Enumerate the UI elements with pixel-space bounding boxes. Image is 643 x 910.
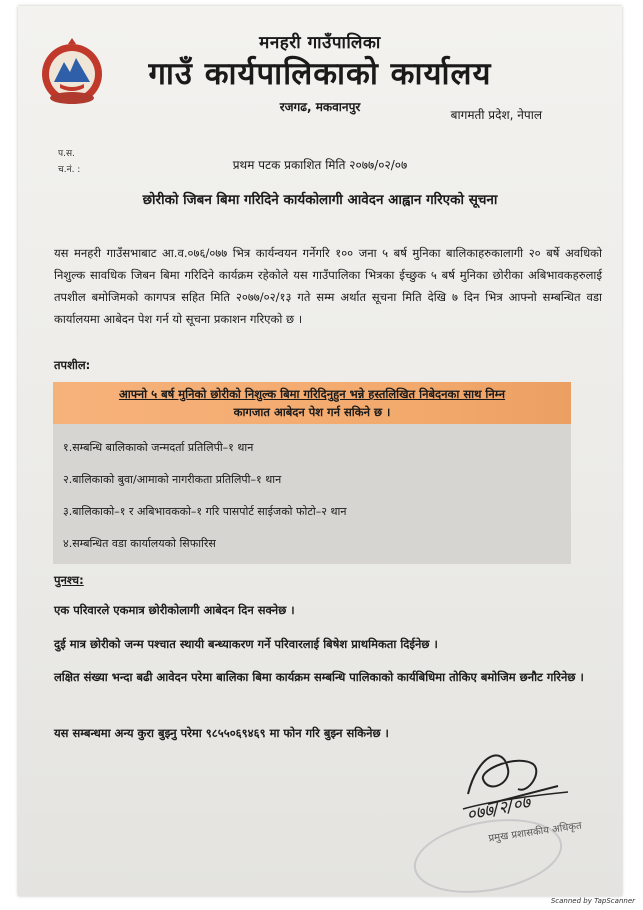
punashcha-label: पुनश्च: — [54, 573, 84, 587]
document-page — [18, 6, 622, 896]
note-1: एक परिवारले एकमात्र छोरीकोलागी आबेदन दिन सक्नेछ । — [54, 603, 295, 617]
office-address: रजगढ, मकवानपुर — [279, 100, 361, 114]
first-published-date: प्रथम पटक प्रकाशित मिति २०७७/०२/०७ — [232, 158, 408, 172]
tapashil-label: तपशील: — [54, 358, 91, 372]
list-item: १.सम्बन्धि बालिकाको जन्मदर्ता प्रतिलिपी–१ थान — [63, 441, 254, 454]
office-name: मनहरी गाउँपालिका — [259, 33, 381, 53]
list-item: ३.बालिकाको–१ र अबिभावकको–१ गरि पासपोर्ट साईजको फोटो–२ थान — [63, 505, 347, 518]
office-title: गाउँ कार्यपालिकाको कार्यालय — [148, 56, 492, 92]
ps-label: प.स. — [58, 149, 75, 159]
note-4: यस सम्बन्धमा अन्य कुरा बुझ्नु परेमा ९८५५०६९४६९ मा फोन गरि बुझ्न सकिनेछ । — [54, 726, 389, 740]
notice-body: यस मनहरी गाउँसभाबाट आ.व.०७६/०७७ भित्र कार्यन्वयन गर्नेगरि १०० जना ५ बर्ष मुनिका बालिकाहरुकालागी २० बर्षे अवधिको निशुल्क सावधिक जिबन बिमा गरिदिने कार्यक्रम रहेकोले यस गाउँपालिका भित्रका ईच्छुक ५ बर्ष मुनिका छोरीका अबिभावकहरुलाई तपशील बमोजिमको कागपत्र सहित मिति २०७७/०२/१३ गते सम्म अर्थात सूचना मिति देखि ७ दिन भित्र आफ्नो सम्बन्धित वडा कार्यालयमा आबेदन पेश गर्न यो सूचना प्रकाशन गरिएको छ । — [54, 246, 602, 326]
list-item: ४.सम्बन्धित वडा कार्यालयको सिफारिस — [63, 537, 216, 550]
note-3: लक्षित संख्या भन्दा बढी आवेदन परेमा बालिका बिमा कार्यक्रम सम्बन्धि पालिकाको कार्यबिधिमा तोकिए बमोजिम छनौट गरिनेछ । — [54, 670, 584, 684]
note-2: दुई मात्र छोरीको जन्म पश्चात स्थायी बन्ध्याकरण गर्ने परिवारलाई बिषेश प्राथमिकता दिईनेछ । — [54, 637, 438, 651]
province: बागमती प्रदेश, नेपाल — [450, 108, 542, 122]
list-item: २.बालिकाको बुवा/आमाको नागरीकता प्रतिलिपी–१ थान — [63, 473, 282, 486]
signature-date: ०७७/२/०७ — [464, 792, 533, 826]
signature-title: प्रमुख प्रशासकीय अधिकृत — [487, 820, 583, 845]
cn-label: च.नं. : — [58, 165, 81, 175]
scanner-watermark: Scanned by TapScanner — [550, 897, 635, 905]
highlight-line-2: कागजात आबेदन पेश गर्न सकिने छ । — [233, 405, 391, 419]
requirements-list — [53, 424, 571, 564]
highlight-line-1: आफ्नो ५ बर्ष मुनिको छोरीको निशुल्क बिमा गरिदिनुहुन भन्ने हस्तलिखित निबेदनका साथ निम्न — [118, 387, 506, 401]
highlight-instruction — [53, 382, 571, 424]
notice-subject: छोरीको जिबन बिमा गरिदिने कार्यकोलागी आवेदन आह्वान गरिएको सूचना — [142, 192, 498, 208]
